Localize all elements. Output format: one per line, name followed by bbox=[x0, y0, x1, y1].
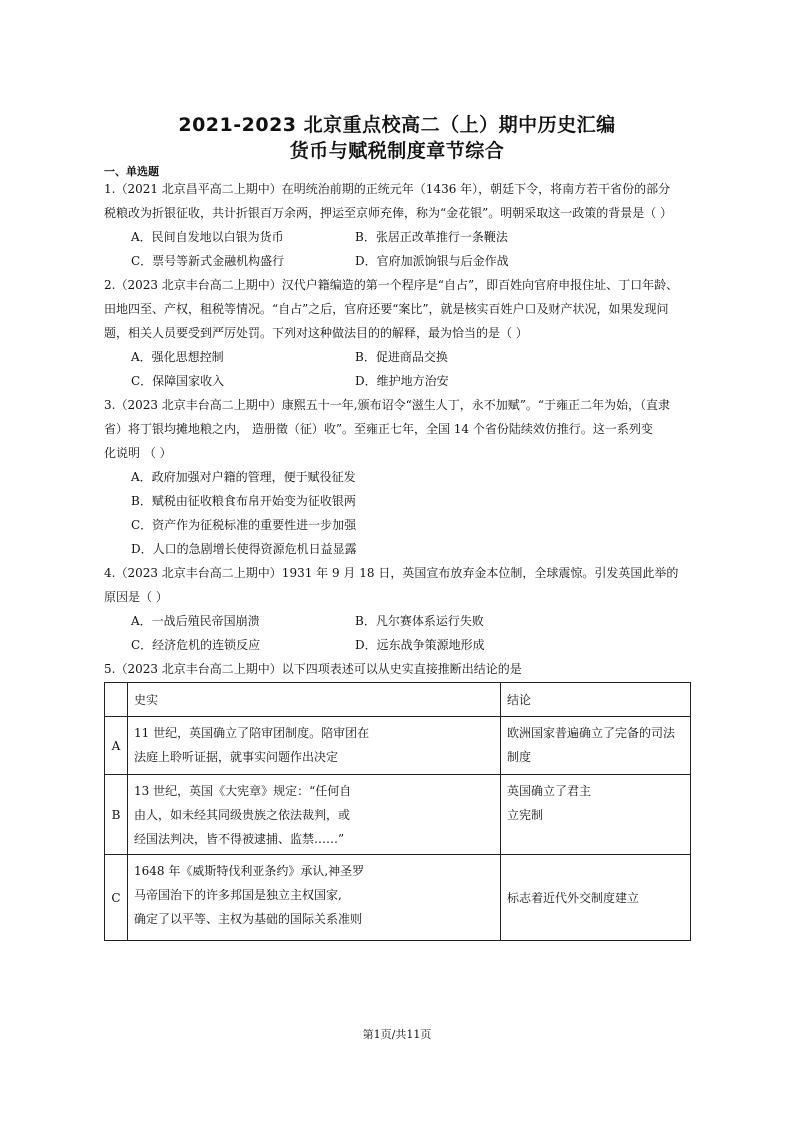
table-header-row bbox=[105, 683, 691, 717]
question-1-line-1: 1.（2021 北京昌平高二上期中）在明统治前期的正统元年（1436 年），朝廷下令，将南方若干省份的部分 bbox=[104, 182, 671, 196]
table-row bbox=[105, 717, 691, 775]
question-1-line-2: 税粮改为折银征收，共计折银百万余两，押运至京师充俸，称为“金花银”。明朝采取这一政策的背景是（ ） bbox=[104, 206, 673, 220]
fact-line: 13 世纪，英国《大宪章》规定：“任何自 bbox=[134, 784, 352, 798]
question-3-option-a: A．政府加强对户籍的管理，便于赋役征发 bbox=[131, 470, 356, 484]
fact-line: 经国法判决，皆不得被逮捕、监禁……” bbox=[134, 832, 345, 846]
question-2-option-a: A．强化思想控制 bbox=[131, 350, 224, 364]
question-4-line-2: 原因是（ ） bbox=[104, 590, 168, 604]
question-2-option-b: B．促进商品交换 bbox=[355, 350, 448, 364]
question-3-line-3: 化说明 （ ） bbox=[104, 446, 172, 460]
question-3-line-2: 省）将丁银均摊地粮之内， 造册徵（征）收”。至雍正七年，全国 14 个省份陆续效仿推行。这一系列变 bbox=[104, 422, 653, 436]
document-title: 2021-2023 北京重点校高二（上）期中历史汇编 bbox=[178, 114, 616, 136]
question-4-option-b: B．凡尔赛体系运行失败 bbox=[355, 614, 484, 628]
conclusion-cell bbox=[501, 717, 691, 775]
question-2-line-1: 2.（2023 北京丰台高二上期中）汉代户籍编造的第一个程序是“自占”，即百姓向官府申报住址、丁口年龄、 bbox=[104, 278, 679, 292]
question-1-option-c: C．票号等新式金融机构盛行 bbox=[131, 254, 285, 268]
question-2-line-2: 田地四至、产权，租税等情况。“自占”之后，官府还要“案比”，就是核实百姓户口及财产状况，如果发现问 bbox=[104, 302, 669, 316]
table-row bbox=[105, 775, 691, 855]
table-header-conclusion: 结论 bbox=[501, 683, 691, 717]
question-5-table bbox=[104, 682, 691, 941]
conclusion-line: 立宪制 bbox=[507, 808, 544, 822]
fact-line: 由人，如未经其同级贵族之依法裁判，或 bbox=[134, 808, 351, 822]
conclusion-line: 英国确立了君主 bbox=[507, 784, 592, 798]
fact-cell bbox=[128, 775, 501, 855]
document-subtitle: 货币与赋税制度章节综合 bbox=[289, 140, 505, 162]
conclusion-line: 标志着近代外交制度建立 bbox=[507, 890, 640, 905]
page-footer: 第1页/共11页 bbox=[362, 1028, 432, 1041]
question-1-option-a: A．民间自发地以白银为货币 bbox=[131, 230, 284, 244]
fact-cell bbox=[128, 855, 501, 941]
conclusion-line: 制度 bbox=[507, 750, 532, 764]
section-heading: 一、单选题 bbox=[104, 165, 159, 178]
fact-line: 确定了以平等、主权为基础的国际关系准则 bbox=[134, 912, 363, 926]
table-row bbox=[105, 855, 691, 941]
conclusion-line: 欧洲国家普遍确立了完备的司法 bbox=[507, 726, 676, 740]
question-4-line-1: 4.（2023 北京丰台高二上期中）1931 年 9 月 18 日，英国宣布放弃金本位制，全球震惊。引发英国此举的 bbox=[104, 566, 679, 580]
row-label: A bbox=[105, 717, 128, 775]
conclusion-cell bbox=[501, 855, 691, 941]
question-2-option-c: C．保障国家收入 bbox=[131, 374, 225, 388]
table-header-label bbox=[105, 683, 128, 717]
question-4-option-d: D．远东战争策源地形成 bbox=[355, 638, 485, 652]
question-5-line-1: 5.（2023 北京丰台高二上期中）以下四项表述可以从史实直接推断出结论的是 bbox=[104, 662, 522, 676]
question-2-line-3: 题，相关人员要受到严厉处罚。下列对这种做法目的的解释，最为恰当的是（ ） bbox=[104, 326, 528, 340]
fact-line: 11 世纪，英国确立了陪审团制度。陪审团在 bbox=[134, 726, 370, 740]
row-label: B bbox=[105, 775, 128, 855]
question-2-option-d: D．维护地方治安 bbox=[355, 374, 449, 388]
row-label: C bbox=[105, 855, 128, 941]
fact-line: 马帝国治下的许多邦国是独立主权国家, bbox=[134, 888, 342, 902]
question-3-option-b: B．赋税由征收粮食布帛开始变为征收银两 bbox=[131, 494, 356, 508]
question-3-option-c: C．资产作为征税标准的重要性进一步加强 bbox=[131, 518, 357, 532]
question-1-option-b: B．张居正改革推行一条鞭法 bbox=[355, 230, 508, 244]
question-4-option-a: A．一战后殖民帝国崩溃 bbox=[131, 614, 260, 628]
conclusion-cell bbox=[501, 775, 691, 855]
question-3-line-1: 3.（2023 北京丰台高二上期中）康熙五十一年,颁布诏令“滋生人丁，永不加赋”。“于雍正二年为始，（直隶 bbox=[104, 398, 671, 412]
fact-line: 法庭上聆听证据，就事实问题作出决定 bbox=[134, 750, 339, 764]
fact-line: 1648 年《威斯特伐利亚条约》承认,神圣罗 bbox=[134, 864, 365, 878]
table-header-fact: 史实 bbox=[128, 683, 501, 717]
fact-cell bbox=[128, 717, 501, 775]
question-3-option-d: D．人口的急剧增长使得资源危机日益显露 bbox=[131, 542, 357, 556]
question-1-option-d: D．官府加派饷银与后金作战 bbox=[355, 254, 509, 268]
question-4-option-c: C．经济危机的连锁反应 bbox=[131, 638, 261, 652]
